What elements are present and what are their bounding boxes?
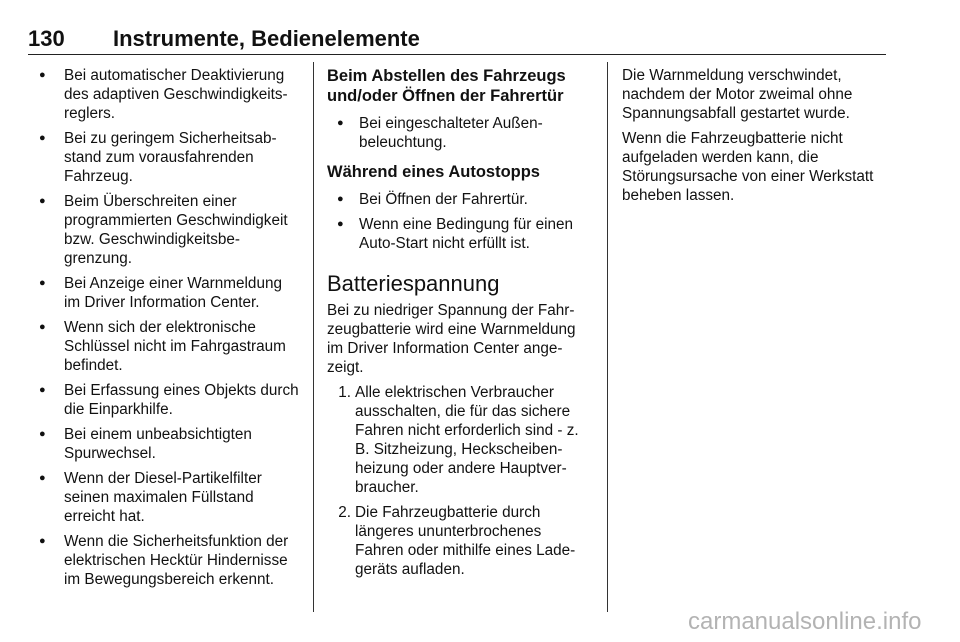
condition-list <box>36 66 302 589</box>
list-item: ● Bei zu geringem Sicherheitsabstand zum vorausfahrenden Fahrzeug. <box>36 129 302 186</box>
list-item: ● Bei Erfassung eines Objekts durch die Einparkhilfe. <box>36 381 302 419</box>
step-number: 2. <box>338 504 351 521</box>
column-3 <box>622 66 892 211</box>
list-item: ● Bei einem unbeabsichtigten Spurwechsel. <box>36 425 302 463</box>
step-text: Die Fahrzeugbatterie durch längeres ununterbrochenes Fahren oder mithilfe eines Ladegeräts aufladen. <box>355 504 576 578</box>
steps-list <box>327 383 593 579</box>
step-item <box>327 503 593 579</box>
autostop-list <box>327 190 593 253</box>
step-number: 1. <box>338 384 351 401</box>
section-title: Batteriespannung <box>327 271 500 296</box>
list-item: ● Wenn sich der elektronische Schlüssel nicht im Fahrgastraum befindet. <box>36 318 302 375</box>
step-item <box>327 383 593 497</box>
page-header <box>28 26 886 52</box>
column-divider <box>313 62 314 612</box>
list-item: ● Beim Überschreiten einer programmierten Geschwindigkeit bzw. Geschwindigkeitsbegrenzung. <box>36 192 302 268</box>
list-item: ● Bei Anzeige einer Warnmeldung im Driver Information Center. <box>36 274 302 312</box>
step-text: Alle elektrischen Verbraucher ausschalten, die für das sichere Fahren nicht erforderlich sind - z. B. Sitzheizung, Heckscheibenheizung oder andere Hauptverbraucher. <box>355 384 579 496</box>
page-number: 130 <box>28 26 65 51</box>
list-item: ● Bei eingeschalteter Außenbeleuchtung. <box>327 114 593 152</box>
column-2 <box>327 66 593 585</box>
subheading-parking: Beim Abstellen des Fahrzeugs und/oder Öffnen der Fahrertür <box>327 67 566 105</box>
watermark: carmanualsonline.info <box>688 608 922 635</box>
section-paragraph: Bei zu niedriger Spannung der Fahrzeugbatterie wird eine Warnmeldung im Driver Information Center angezeigt. <box>327 302 576 376</box>
paragraph: Die Warnmeldung verschwindet, nachdem der Motor zweimal ohne Spannungsabfall gestartet wurde. <box>622 67 853 122</box>
chapter-title: Instrumente, Bedienelemente <box>113 26 420 51</box>
column-1 <box>36 66 302 595</box>
list-item: ● Wenn die Sicherheitsfunktion der elektrischen Hecktür Hindernisse im Bewegungsbereich erkennt. <box>36 532 302 589</box>
list-item: ● Bei automatischer Deaktivierung des adaptiven Geschwindigkeitsreglers. <box>36 66 302 123</box>
header-rule <box>28 54 886 55</box>
list-item: ● Wenn eine Bedingung für einen Auto-Start nicht erfüllt ist. <box>327 215 593 253</box>
paragraph: Wenn die Fahrzeugbatterie nicht aufgeladen werden kann, die Störungsursache von einer Werkstatt beheben lassen. <box>622 130 874 204</box>
subheading-autostop: Während eines Autostopps <box>327 163 540 181</box>
list-item: ● Wenn der Diesel-Partikelfilter seinen maximalen Füllstand erreicht hat. <box>36 469 302 526</box>
parking-list <box>327 114 593 152</box>
list-item: ● Bei Öffnen der Fahrertür. <box>327 190 593 209</box>
column-divider <box>607 62 608 612</box>
